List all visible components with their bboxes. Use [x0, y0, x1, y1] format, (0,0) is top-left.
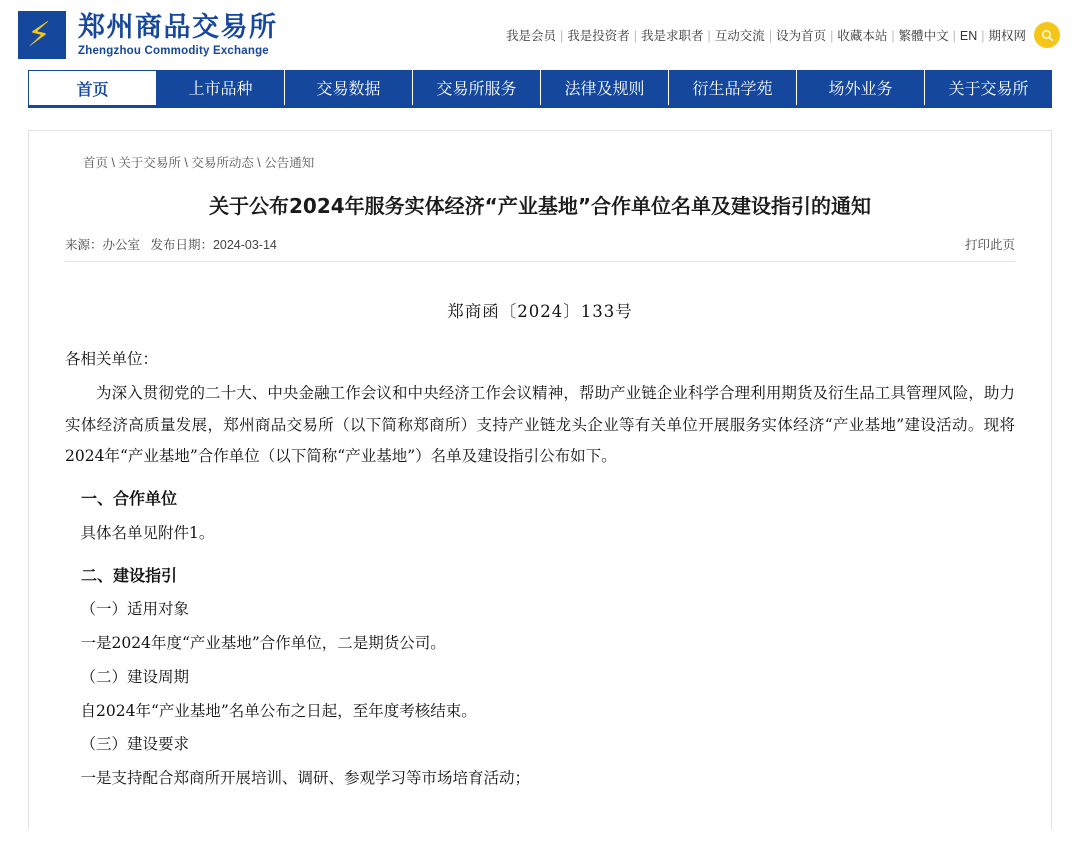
paragraph-scope-detail: 一是2024年度“产业基地”合作单位，二是期货公司。	[80, 634, 446, 653]
link-separator: |	[952, 29, 956, 43]
paragraph-partner-list-note: 具体名单见附件1。	[80, 523, 215, 542]
document-number: 郑商函〔2024〕133号	[447, 302, 633, 321]
link-separator: |	[768, 29, 773, 43]
top-link-member[interactable]: 我是会员	[506, 29, 557, 43]
logo-title-cn: 郑州商品交易所	[78, 12, 278, 44]
nav-item-label: 交易所服务	[436, 79, 517, 98]
link-separator: |	[707, 29, 711, 43]
paragraph-period-detail: 自2024年“产业基地”名单公布之日起，至年度考核结束。	[80, 701, 477, 720]
nav-item-home[interactable]	[28, 70, 157, 105]
top-link-investor[interactable]: 我是投资者	[567, 29, 630, 43]
link-separator: |	[560, 29, 564, 43]
top-link-set-homepage[interactable]: 设为首页	[776, 29, 827, 43]
breadcrumb[interactable]: 首页 \ 关于交易所 \ 交易所动态 \ 公告通知	[83, 156, 315, 170]
nav-item-exchange-services[interactable]	[413, 70, 541, 105]
nav-item-label: 上市品种	[188, 79, 253, 98]
print-page-button[interactable]: 打印此页	[964, 238, 1015, 252]
article-source: 来源：办公室	[65, 238, 141, 252]
nav-item-listed-products[interactable]	[157, 70, 285, 105]
nav-item-label: 交易数据	[316, 79, 381, 98]
top-link-english[interactable]: EN	[959, 29, 978, 43]
section-heading-partners: 一、合作单位	[81, 489, 178, 509]
logo-text-block	[78, 13, 278, 57]
section-heading-guidelines: 二、建设指引	[81, 565, 178, 585]
top-link-traditional-chinese[interactable]: 繁體中文	[898, 29, 949, 43]
top-link-bar	[506, 26, 1026, 44]
paragraph-salutation: 各相关单位：	[65, 350, 159, 368]
article-meta	[65, 235, 1015, 262]
nav-item-label: 法律及规则	[564, 79, 645, 98]
nav-item-label: 首页	[76, 79, 109, 99]
top-link-options-site[interactable]: 期权网	[988, 29, 1026, 43]
top-link-jobseeker[interactable]: 我是求职者	[641, 29, 704, 43]
link-separator: |	[891, 29, 895, 43]
nav-item-about-exchange[interactable]	[925, 70, 1052, 105]
subsection-heading-scope: （一）适用对象	[80, 600, 190, 619]
exchange-logo-icon	[18, 11, 66, 59]
article-source-and-date	[65, 235, 277, 253]
nav-item-derivatives-academy[interactable]	[669, 70, 797, 105]
subsection-heading-period: （二）建设周期	[80, 667, 190, 686]
page-title: 关于公布2024年服务实体经济“产业基地”合作单位名单及建设指引的通知	[209, 194, 871, 218]
article-card	[28, 130, 1052, 830]
top-link-interaction[interactable]: 互动交流	[714, 29, 765, 43]
link-separator: |	[981, 29, 985, 43]
nav-item-label: 衍生品学苑	[692, 79, 773, 98]
paragraph-introduction: 为深入贯彻党的二十大、中央金融工作会议和中央经济工作会议精神，帮助产业链企业科学合理利用期货及衍生品工具管理风险，助力实体经济高质量发展，郑州商品交易所（以下简称郑商所）支持产业链龙头企业等有关单位开展服务实体经济“产业基地”建设活动。现将2024年“产业基地”合作单位（以下简称“产业基地”）名单及建设指引公布如下。	[65, 383, 1015, 466]
main-navigation	[28, 70, 1052, 108]
lightning-bolt-logo-icon: ⚡	[27, 16, 51, 54]
top-link-bookmark[interactable]: 收藏本站	[837, 29, 888, 43]
link-separator: |	[633, 29, 638, 43]
logo-title-en: Zhengzhou Commodity Exchange	[78, 44, 269, 57]
nav-item-trading-data[interactable]	[285, 70, 413, 105]
header-utilities	[506, 22, 1060, 48]
site-logo[interactable]	[18, 11, 278, 59]
subsection-heading-requirements: （三）建设要求	[80, 735, 190, 754]
link-separator: |	[830, 29, 834, 43]
nav-item-label: 场外业务	[828, 79, 893, 98]
article-date: 发布日期：2024-03-14	[150, 238, 277, 252]
nav-item-label: 关于交易所	[948, 79, 1029, 98]
nav-item-laws-and-rules[interactable]	[541, 70, 669, 105]
nav-item-otc-business[interactable]	[797, 70, 925, 105]
site-header	[0, 0, 1080, 70]
search-icon[interactable]	[1034, 22, 1060, 48]
article-body	[65, 344, 1015, 795]
paragraph-requirement-one: 一是支持配合郑商所开展培训、调研、参观学习等市场培育活动；	[80, 769, 531, 788]
